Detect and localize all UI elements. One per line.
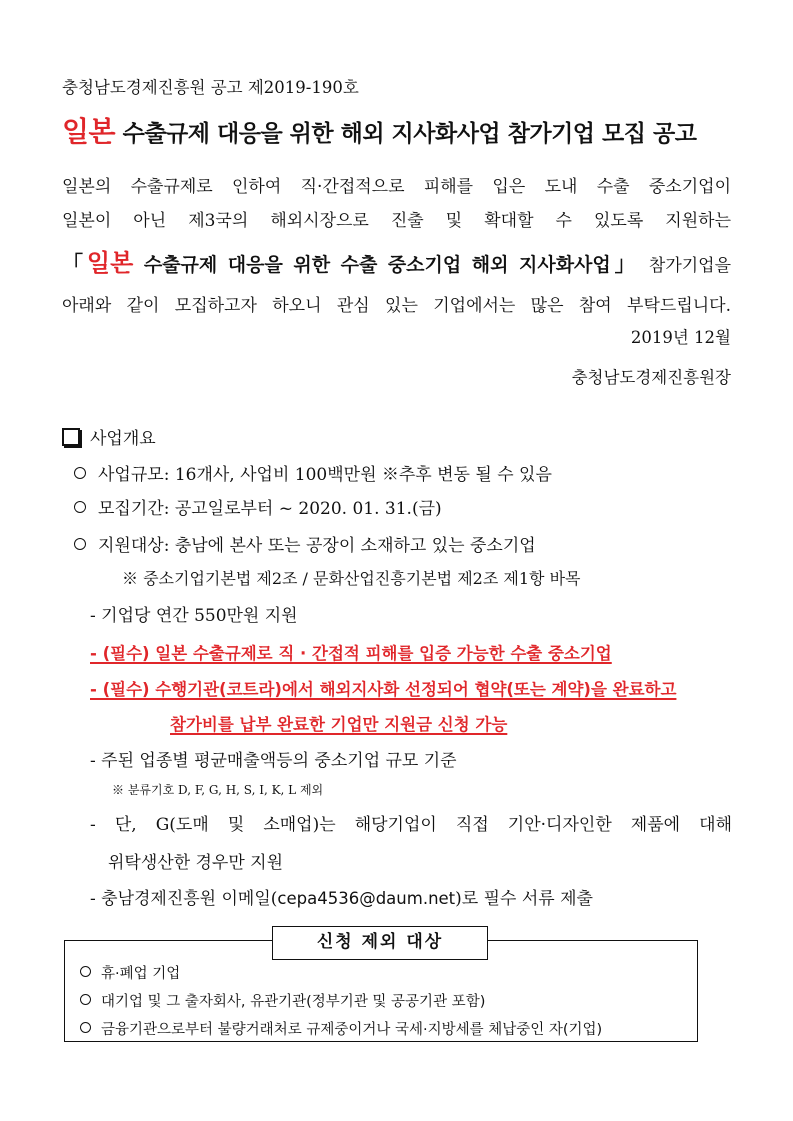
submit-text-pre: - 충남경제진흥원 이메일( [90, 889, 278, 909]
bullet-circle-icon [74, 501, 86, 513]
detail-size-criteria: - 주된 업종별 평균매출액등의 중소기업 규모 기준 [90, 751, 457, 771]
program-rest: 수출규제 대응을 위한 수출 중소기업 해외 지사화사업 [133, 254, 611, 276]
notice-date: 2019년 12월 [630, 328, 731, 347]
overview-item-text: 모집기간: 공고일로부터 ~ 2020. 01. 31.(금) [98, 499, 442, 519]
checkbox-square-icon [62, 428, 80, 446]
program-highlight: 일본 [86, 249, 134, 277]
title-highlight: 일본 [62, 115, 116, 148]
program-name [86, 249, 611, 277]
detail-wholesale-condition: - 단, G(도매 및 소매업)는 해당기업이 직접 기안·디자인한 제품에 대해 [90, 815, 732, 835]
intro-line-2: 일본이 아닌 제3국의 해외시장으로 진출 및 확대할 수 있도록 지원하는 [62, 211, 731, 231]
exclusion-item [80, 1018, 602, 1039]
submit-text-post: )로 필수 서류 제출 [455, 889, 593, 909]
bullet-circle-icon [74, 467, 86, 479]
title-text: 수출규제 대응을 위한 해외 지사화사업 참가기업 모집 공고 [122, 121, 697, 147]
note-law: ※ 중소기업기본법 제2조 / 문화산업진흥기본법 제2조 제1항 바목 [122, 569, 581, 588]
email-link[interactable]: cepa4536@daum.net [277, 889, 456, 908]
overview-item-scale [74, 460, 552, 485]
bullet-circle-icon [80, 1022, 91, 1033]
overview-item-text: 사업규모: 16개사, 사업비 100백만원 ※추후 변동 될 수 있음 [98, 465, 552, 485]
overview-item-target [74, 531, 536, 556]
overview-item-period [74, 494, 442, 519]
intro-line-1: 일본의 수출규제로 인하여 직·간접적으로 피해를 입은 도내 수출 중소기업이 [62, 177, 731, 197]
section-heading-text: 사업개요 [90, 429, 156, 449]
detail-wholesale-condition-cont: 위탁생산한 경우만 지원 [108, 853, 284, 873]
page-title [62, 110, 696, 150]
bullet-circle-icon [80, 994, 91, 1005]
bracket-close: 」 [610, 251, 640, 276]
exclusion-item [80, 962, 180, 983]
intro-line-3 [62, 243, 731, 278]
detail-required-2: - (필수) 수행기관(코트라)에서 해외지사화 선정되어 협약(또는 계약)을 완료하고 [90, 680, 677, 699]
notice-number: 충청남도경제진흥원 공고 제2019-190호 [62, 78, 359, 97]
note-excluded-codes: ※ 분류기호 D, F, G, H, S, I, K, L 제외 [112, 783, 324, 797]
detail-support-amount: - 기업당 연간 550만원 지원 [90, 606, 298, 626]
bracket-open: 「 [62, 251, 87, 276]
intro-line-4: 아래와 같이 모집하고자 하오니 관심 있는 기업에서는 많은 참여 부탁드립니다. [62, 296, 731, 316]
bullet-circle-icon [80, 966, 91, 977]
bullet-circle-icon [74, 538, 86, 550]
signer: 충청남도경제진흥원장 [571, 368, 731, 387]
detail-required-1: - (필수) 일본 수출규제로 직 · 간접적 피해를 입증 가능한 수출 중소기업 [90, 644, 612, 663]
exclusion-item-text: 휴·폐업 기업 [101, 966, 181, 982]
exclusion-title: 신청 제외 대상 [272, 926, 488, 960]
detail-required-2-cont: 참가비를 납부 완료한 기업만 지원금 신청 가능 [170, 715, 508, 734]
intro-line-3-tail: 참가기업을 [639, 256, 732, 276]
detail-submit-email [90, 884, 593, 909]
overview-item-text: 지원대상: 충남에 본사 또는 공장이 소재하고 있는 중소기업 [98, 536, 536, 556]
section-heading [62, 424, 156, 449]
exclusion-item-text: 금융기관으로부터 불량거래처로 규제중이거나 국세·지방세를 체납중인 자(기업) [101, 1022, 603, 1038]
exclusion-item [80, 990, 485, 1011]
exclusion-item-text: 대기업 및 그 출자회사, 유관기관(정부기관 및 공공기관 포함) [101, 994, 486, 1010]
